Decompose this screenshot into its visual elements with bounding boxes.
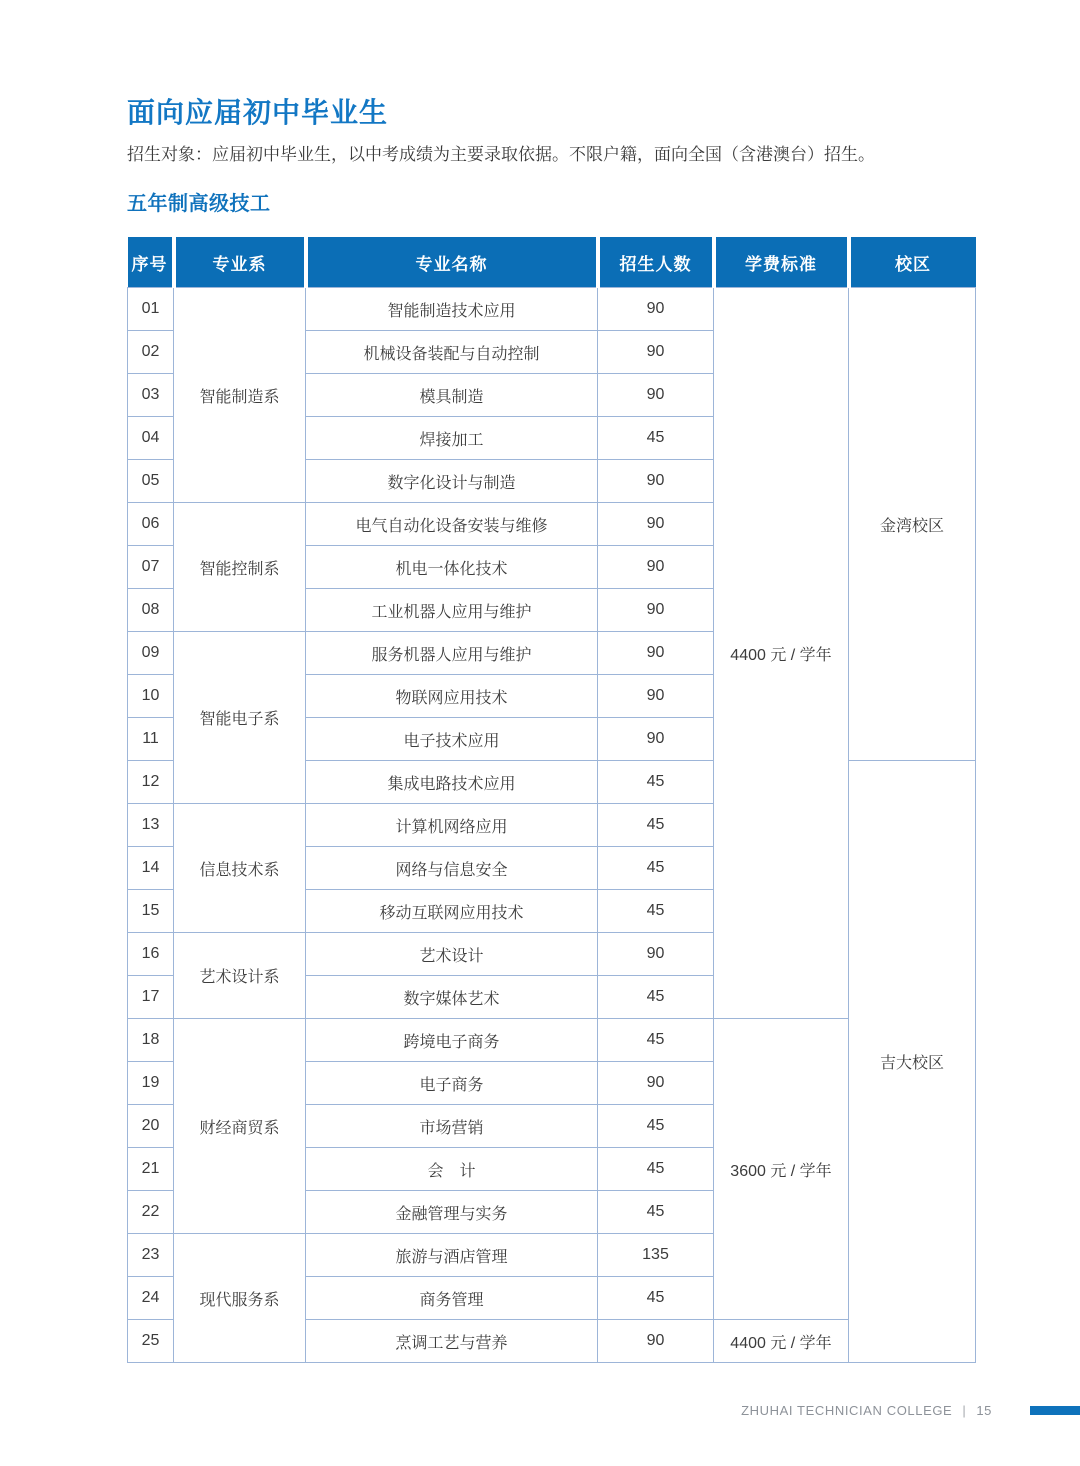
row-number-cell: 15 [128,890,174,933]
enrollment-count-cell: 45 [598,417,714,460]
enrollment-count-cell: 90 [598,503,714,546]
row-number-cell: 03 [128,374,174,417]
enrollment-count-cell: 45 [598,1105,714,1148]
row-number-cell: 16 [128,933,174,976]
campus-cell: 吉大校区 [849,761,976,1363]
col-header-index: 序号 [128,237,174,288]
row-number-cell: 19 [128,1062,174,1105]
major-name-cell: 会 计 [306,1148,598,1191]
section-heading: 五年制高级技工 [127,193,271,215]
row-number-cell: 21 [128,1148,174,1191]
row-number-cell: 06 [128,503,174,546]
department-cell: 财经商贸系 [174,1019,306,1234]
enrollment-count-cell: 90 [598,718,714,761]
row-number-cell: 10 [128,675,174,718]
row-number-cell: 14 [128,847,174,890]
department-cell: 智能制造系 [174,288,306,503]
row-number-cell: 09 [128,632,174,675]
enrollment-count-cell: 90 [598,675,714,718]
major-name-cell: 集成电路技术应用 [306,761,598,804]
table-row [128,1019,976,1062]
major-name-cell: 烹调工艺与营养 [306,1320,598,1363]
major-name-cell: 电气自动化设备安装与维修 [306,503,598,546]
major-name-cell: 数字媒体艺术 [306,976,598,1019]
enrollment-count-cell: 45 [598,1277,714,1320]
department-cell: 艺术设计系 [174,933,306,1019]
enrollment-count-cell: 90 [598,546,714,589]
major-name-cell: 物联网应用技术 [306,675,598,718]
enrollment-count-cell: 90 [598,1062,714,1105]
enrollment-count-cell: 90 [598,288,714,331]
enrollment-count-cell: 90 [598,331,714,374]
enrollment-count-cell: 45 [598,1148,714,1191]
major-name-cell: 机电一体化技术 [306,546,598,589]
department-cell: 信息技术系 [174,804,306,933]
enrollment-table-body [128,288,976,1363]
row-number-cell: 18 [128,1019,174,1062]
major-name-cell: 网络与信息安全 [306,847,598,890]
department-cell: 智能电子系 [174,632,306,804]
major-name-cell: 移动互联网应用技术 [306,890,598,933]
row-number-cell: 11 [128,718,174,761]
enrollment-count-cell: 45 [598,890,714,933]
intro-text: 招生对象：应届初中毕业生，以中考成绩为主要录取依据。不限户籍，面向全国（含港澳台）招生。 [127,145,875,164]
row-number-cell: 25 [128,1320,174,1363]
major-name-cell: 服务机器人应用与维护 [306,632,598,675]
enrollment-count-cell: 90 [598,1320,714,1363]
footer-accent-bar [1030,1406,1080,1415]
major-name-cell: 旅游与酒店管理 [306,1234,598,1277]
major-name-cell: 计算机网络应用 [306,804,598,847]
row-number-cell: 22 [128,1191,174,1234]
enrollment-count-cell: 45 [598,847,714,890]
enrollment-count-cell: 90 [598,374,714,417]
row-number-cell: 01 [128,288,174,331]
row-number-cell: 04 [128,417,174,460]
col-header-campus: 校区 [849,237,976,288]
major-name-cell: 市场营销 [306,1105,598,1148]
enrollment-count-cell: 45 [598,804,714,847]
department-cell: 智能控制系 [174,503,306,632]
col-header-department: 专业系 [174,237,306,288]
enrollment-count-cell: 45 [598,761,714,804]
major-name-cell: 数字化设计与制造 [306,460,598,503]
enrollment-count-cell: 135 [598,1234,714,1277]
row-number-cell: 23 [128,1234,174,1277]
page-footer [741,1403,992,1418]
table-row [128,288,976,331]
row-number-cell: 08 [128,589,174,632]
tuition-cell: 4400 元 / 学年 [714,1320,849,1363]
major-name-cell: 智能制造技术应用 [306,288,598,331]
row-number-cell: 05 [128,460,174,503]
enrollment-count-cell: 45 [598,1191,714,1234]
row-number-cell: 17 [128,976,174,1019]
tuition-cell: 3600 元 / 学年 [714,1019,849,1320]
enrollment-count-cell: 90 [598,589,714,632]
tuition-cell: 4400 元 / 学年 [714,288,849,1019]
enrollment-count-cell: 90 [598,933,714,976]
row-number-cell: 07 [128,546,174,589]
col-header-major: 专业名称 [306,237,598,288]
enrollment-count-cell: 90 [598,632,714,675]
row-number-cell: 12 [128,761,174,804]
enrollment-table [127,237,976,1363]
enrollment-count-cell: 45 [598,976,714,1019]
table-header [128,237,976,288]
enrollment-count-cell: 45 [598,1019,714,1062]
department-cell: 现代服务系 [174,1234,306,1363]
enrollment-count-cell: 90 [598,460,714,503]
footer-page-number: 15 [976,1403,992,1418]
major-name-cell: 商务管理 [306,1277,598,1320]
footer-college-name: ZHUHAI TECHNICIAN COLLEGE [741,1403,953,1418]
major-name-cell: 工业机器人应用与维护 [306,589,598,632]
major-name-cell: 艺术设计 [306,933,598,976]
campus-cell: 金湾校区 [849,288,976,761]
major-name-cell: 电子商务 [306,1062,598,1105]
col-header-enrollment: 招生人数 [598,237,714,288]
row-number-cell: 24 [128,1277,174,1320]
major-name-cell: 焊接加工 [306,417,598,460]
major-name-cell: 模具制造 [306,374,598,417]
row-number-cell: 20 [128,1105,174,1148]
major-name-cell: 跨境电子商务 [306,1019,598,1062]
major-name-cell: 电子技术应用 [306,718,598,761]
row-number-cell: 02 [128,331,174,374]
footer-divider: | [962,1403,967,1418]
col-header-tuition: 学费标准 [714,237,849,288]
major-name-cell: 金融管理与实务 [306,1191,598,1234]
page-title: 面向应届初中毕业生 [127,97,389,128]
table-header-row [128,237,976,288]
major-name-cell: 机械设备装配与自动控制 [306,331,598,374]
row-number-cell: 13 [128,804,174,847]
